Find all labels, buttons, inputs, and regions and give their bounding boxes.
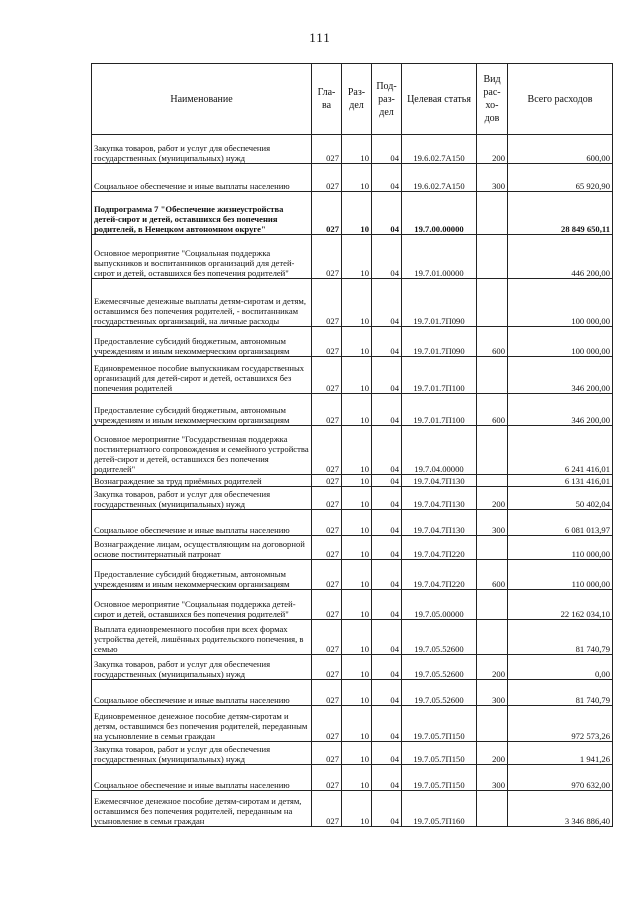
row-total: 6 131 416,01	[508, 475, 613, 487]
row-target-article: 19.7.05.7П150	[402, 706, 477, 742]
row-glava: 027	[312, 620, 342, 655]
row-glava: 027	[312, 510, 342, 536]
row-total: 81 740,79	[508, 620, 613, 655]
row-glava: 027	[312, 680, 342, 706]
table-body	[92, 135, 613, 827]
row-total: 970 632,00	[508, 765, 613, 791]
row-expense-type: 600	[477, 327, 508, 357]
row-razdel: 10	[342, 164, 372, 192]
row-total: 1 941,26	[508, 742, 613, 765]
row-razdel: 10	[342, 192, 372, 235]
row-total: 110 000,00	[508, 536, 613, 560]
row-total: 28 849 650,11	[508, 192, 613, 235]
row-glava: 027	[312, 475, 342, 487]
row-name-text: Социальное обеспечение и иные выплаты населению	[94, 181, 290, 191]
row-target-article: 19.7.01.7П100	[402, 357, 477, 394]
row-name-text: Вознаграждение за труд приёмных родителей	[94, 476, 262, 486]
row-name	[92, 510, 312, 536]
row-name-text: Ежемесячное денежное пособие детям-сиротам и детям, оставшимся без попечения родителей, переданным на усыновление в семьи граждан	[94, 796, 302, 826]
row-name	[92, 680, 312, 706]
row-razdel: 10	[342, 235, 372, 279]
row-expense-type	[477, 475, 508, 487]
header-total: Всего расходов	[508, 64, 613, 135]
row-podrazdel: 04	[372, 394, 402, 426]
page-number: 111	[309, 30, 331, 45]
row-razdel: 10	[342, 394, 372, 426]
row-expense-type	[477, 279, 508, 327]
table-row	[92, 655, 613, 680]
row-name	[92, 235, 312, 279]
row-glava: 027	[312, 357, 342, 394]
table-row	[92, 475, 613, 487]
row-podrazdel: 04	[372, 680, 402, 706]
row-expense-type	[477, 426, 508, 475]
row-target-article: 19.7.05.7П150	[402, 742, 477, 765]
row-glava: 027	[312, 164, 342, 192]
table-row	[92, 487, 613, 510]
row-glava: 027	[312, 590, 342, 620]
row-name-text: Вознаграждение лицам, осуществляющим на договорной основе постинтернатный патронат	[94, 539, 305, 559]
row-target-article: 19.7.04.7П130	[402, 475, 477, 487]
row-razdel: 10	[342, 680, 372, 706]
row-razdel: 10	[342, 655, 372, 680]
row-total: 600,00	[508, 135, 613, 164]
row-glava: 027	[312, 536, 342, 560]
row-target-article: 19.7.01.00000	[402, 235, 477, 279]
row-podrazdel: 04	[372, 536, 402, 560]
row-expense-type	[477, 235, 508, 279]
row-name-text: Закупка товаров, работ и услуг для обеспечения государственных (муниципальных) нужд	[94, 143, 271, 163]
table-row	[92, 536, 613, 560]
row-expense-type: 200	[477, 742, 508, 765]
table-row	[92, 791, 613, 827]
row-expense-type: 300	[477, 680, 508, 706]
table-row	[92, 765, 613, 791]
row-glava: 027	[312, 426, 342, 475]
row-expense-type	[477, 706, 508, 742]
row-razdel: 10	[342, 536, 372, 560]
row-name-text: Социальное обеспечение и иные выплаты населению	[94, 780, 290, 790]
row-name-text: Закупка товаров, работ и услуг для обеспечения государственных (муниципальных) нужд	[94, 489, 271, 509]
row-target-article: 19.7.05.52600	[402, 680, 477, 706]
row-target-article: 19.7.04.00000	[402, 426, 477, 475]
row-expense-type: 200	[477, 487, 508, 510]
row-total: 22 162 034,10	[508, 590, 613, 620]
row-name-text: Ежемесячные денежные выплаты детям-сиротам и детям, оставшимся без попечения родителей, - воспитанникам государственных организаций, на личные расходы	[94, 296, 306, 326]
row-glava: 027	[312, 235, 342, 279]
row-name	[92, 765, 312, 791]
row-name	[92, 279, 312, 327]
row-name-text: Закупка товаров, работ и услуг для обеспечения государственных (муниципальных) нужд	[94, 659, 271, 679]
row-name-text: Социальное обеспечение и иные выплаты населению	[94, 695, 290, 705]
row-glava: 027	[312, 279, 342, 327]
row-target-article: 19.7.01.7П100	[402, 394, 477, 426]
row-podrazdel: 04	[372, 135, 402, 164]
row-razdel: 10	[342, 487, 372, 510]
expense-table	[91, 63, 613, 827]
row-name	[92, 655, 312, 680]
row-razdel: 10	[342, 590, 372, 620]
row-name-text: Предоставление субсидий бюджетным, автономным учреждениям и иным некоммерческим организациям	[94, 569, 290, 589]
row-razdel: 10	[342, 279, 372, 327]
row-razdel: 10	[342, 765, 372, 791]
row-glava: 027	[312, 192, 342, 235]
row-name-text: Выплата единовременного пособия при всех формах устройства детей, лишённых родительского попечения, в семью	[94, 624, 304, 654]
table-row	[92, 327, 613, 357]
table-row	[92, 620, 613, 655]
row-name	[92, 357, 312, 394]
table-row	[92, 135, 613, 164]
row-razdel: 10	[342, 791, 372, 827]
row-total: 346 200,00	[508, 357, 613, 394]
row-podrazdel: 04	[372, 655, 402, 680]
row-expense-type: 600	[477, 560, 508, 590]
row-glava: 027	[312, 742, 342, 765]
row-name	[92, 192, 312, 235]
row-name-text: Предоставление субсидий бюджетным, автономным учреждениям и иным некоммерческим организациям	[94, 336, 290, 356]
row-podrazdel: 04	[372, 590, 402, 620]
row-total: 0,00	[508, 655, 613, 680]
table-row	[92, 706, 613, 742]
row-glava: 027	[312, 135, 342, 164]
row-name	[92, 706, 312, 742]
table-row	[92, 192, 613, 235]
table-row	[92, 164, 613, 192]
row-name-text: Основное мероприятие "Государственная поддержка постинтернатного сопровождения и семейного устройства детей-сирот и детей, оставшихся без попечения родителей"	[94, 434, 309, 474]
row-total: 3 346 886,40	[508, 791, 613, 827]
row-glava: 027	[312, 487, 342, 510]
row-target-article: 19.7.05.52600	[402, 655, 477, 680]
row-name	[92, 135, 312, 164]
header-expense-type: Вид рас- хо- дов	[477, 64, 508, 135]
row-name	[92, 590, 312, 620]
row-podrazdel: 04	[372, 510, 402, 536]
row-name	[92, 560, 312, 590]
row-name	[92, 620, 312, 655]
row-target-article: 19.7.01.7П090	[402, 279, 477, 327]
row-target-article: 19.7.05.7П150	[402, 765, 477, 791]
row-razdel: 10	[342, 742, 372, 765]
row-target-article: 19.7.01.7П090	[402, 327, 477, 357]
row-target-article: 19.7.05.52600	[402, 620, 477, 655]
row-name-text: Единовременное пособие выпускникам государственных организаций для детей-сирот и детей, оставшихся без попечения родителей	[94, 363, 305, 393]
row-target-article: 19.7.00.00000	[402, 192, 477, 235]
row-total: 346 200,00	[508, 394, 613, 426]
row-expense-type	[477, 620, 508, 655]
row-razdel: 10	[342, 706, 372, 742]
header-razdel: Раз- дел	[342, 64, 372, 135]
row-name-text: Закупка товаров, работ и услуг для обеспечения государственных (муниципальных) нужд	[94, 744, 271, 764]
row-glava: 027	[312, 655, 342, 680]
row-razdel: 10	[342, 560, 372, 590]
table-row	[92, 279, 613, 327]
row-expense-type: 200	[477, 135, 508, 164]
row-podrazdel: 04	[372, 620, 402, 655]
row-name-text: Основное мероприятие "Социальная поддержка выпускников и воспитанников организаций для детей-сирот и детей, оставшихся без попечения родителей"	[94, 248, 295, 278]
row-glava: 027	[312, 765, 342, 791]
table-header-row	[92, 64, 613, 135]
row-podrazdel: 04	[372, 475, 402, 487]
row-razdel: 10	[342, 327, 372, 357]
row-target-article: 19.7.05.00000	[402, 590, 477, 620]
header-podrazdel: Под- раз- дел	[372, 64, 402, 135]
row-expense-type: 300	[477, 510, 508, 536]
row-podrazdel: 04	[372, 560, 402, 590]
row-target-article: 19.6.02.7A150	[402, 164, 477, 192]
row-target-article: 19.6.02.7A150	[402, 135, 477, 164]
row-razdel: 10	[342, 426, 372, 475]
row-podrazdel: 04	[372, 192, 402, 235]
row-glava: 027	[312, 327, 342, 357]
row-expense-type: 200	[477, 655, 508, 680]
table-row	[92, 590, 613, 620]
row-glava: 027	[312, 706, 342, 742]
table-row	[92, 742, 613, 765]
row-target-article: 19.7.05.7П160	[402, 791, 477, 827]
row-total: 110 000,00	[508, 560, 613, 590]
row-total: 81 740,79	[508, 680, 613, 706]
row-podrazdel: 04	[372, 357, 402, 394]
row-expense-type	[477, 357, 508, 394]
row-razdel: 10	[342, 620, 372, 655]
row-expense-type	[477, 192, 508, 235]
row-podrazdel: 04	[372, 279, 402, 327]
table-row	[92, 426, 613, 475]
row-name-text: Основное мероприятие "Социальная поддержка детей-сирот и детей, оставшихся без попечения родителей"	[94, 599, 296, 619]
row-podrazdel: 04	[372, 791, 402, 827]
row-target-article: 19.7.04.7П220	[402, 560, 477, 590]
row-target-article: 19.7.04.7П220	[402, 536, 477, 560]
row-expense-type	[477, 536, 508, 560]
row-razdel: 10	[342, 475, 372, 487]
row-total: 50 402,04	[508, 487, 613, 510]
table-row	[92, 357, 613, 394]
row-name-text: Социальное обеспечение и иные выплаты населению	[94, 525, 290, 535]
row-expense-type: 600	[477, 394, 508, 426]
row-name	[92, 791, 312, 827]
row-total: 972 573,26	[508, 706, 613, 742]
row-name	[92, 487, 312, 510]
row-name-text: Предоставление субсидий бюджетным, автономным учреждениям и иным некоммерческим организациям	[94, 405, 290, 425]
row-target-article: 19.7.04.7П130	[402, 487, 477, 510]
row-name	[92, 164, 312, 192]
row-razdel: 10	[342, 510, 372, 536]
table-row	[92, 560, 613, 590]
header-name: Наименование	[92, 64, 312, 135]
row-total: 6 081 013,97	[508, 510, 613, 536]
row-podrazdel: 04	[372, 487, 402, 510]
row-total: 446 200,00	[508, 235, 613, 279]
row-name	[92, 536, 312, 560]
row-total: 100 000,00	[508, 327, 613, 357]
row-podrazdel: 04	[372, 426, 402, 475]
row-name	[92, 742, 312, 765]
table-row	[92, 680, 613, 706]
table-row	[92, 235, 613, 279]
row-glava: 027	[312, 560, 342, 590]
row-target-article: 19.7.04.7П130	[402, 510, 477, 536]
row-razdel: 10	[342, 357, 372, 394]
header-glava: Гла- ва	[312, 64, 342, 135]
row-name	[92, 426, 312, 475]
row-total: 65 920,90	[508, 164, 613, 192]
table-row	[92, 510, 613, 536]
table-row	[92, 394, 613, 426]
row-glava: 027	[312, 394, 342, 426]
row-podrazdel: 04	[372, 706, 402, 742]
row-total: 6 241 416,01	[508, 426, 613, 475]
row-podrazdel: 04	[372, 742, 402, 765]
row-expense-type: 300	[477, 765, 508, 791]
row-expense-type	[477, 791, 508, 827]
header-target-article: Целевая статья	[402, 64, 477, 135]
row-glava: 027	[312, 791, 342, 827]
row-podrazdel: 04	[372, 235, 402, 279]
row-podrazdel: 04	[372, 164, 402, 192]
row-podrazdel: 04	[372, 327, 402, 357]
row-name-text: Подпрограмма 7 "Обеспечение жизнеустройства детей-сирот и детей, оставшихся без попечения родителей, в Ненецком автономном округе"	[94, 204, 284, 234]
row-name	[92, 327, 312, 357]
row-total: 100 000,00	[508, 279, 613, 327]
row-razdel: 10	[342, 135, 372, 164]
row-name-text: Единовременное денежное пособие детям-сиротам и детям, оставшимся без попечения родителей, переданным на усыновление в семьи граждан	[94, 711, 308, 741]
row-name	[92, 475, 312, 487]
row-name	[92, 394, 312, 426]
row-expense-type	[477, 590, 508, 620]
row-podrazdel: 04	[372, 765, 402, 791]
row-expense-type: 300	[477, 164, 508, 192]
